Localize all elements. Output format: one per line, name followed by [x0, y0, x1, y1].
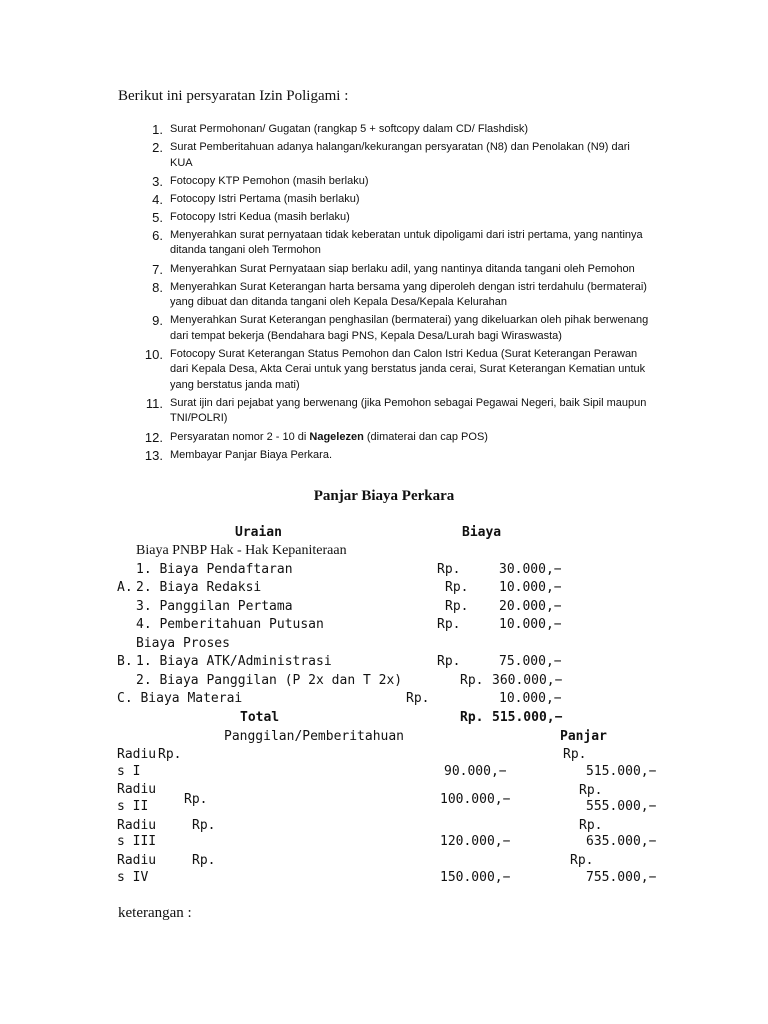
fee-item-label: C. Biaya Materai [117, 691, 243, 706]
list-number: 5. [152, 209, 163, 225]
list-text: Menyerahkan Surat Keterangan harta bersama yang diperoleh dengan istri terdahulu (bermaterai) yang dibuat dan ditanda tangani oleh Kepala Desa/Kepala Kelurahan [170, 280, 647, 309]
list-item [130, 347, 650, 394]
radius-currency: Rp. [184, 792, 208, 807]
list-item [130, 262, 650, 278]
list-number: 10. [144, 346, 163, 362]
list-number: 12. [144, 429, 163, 445]
column-header-uraian: Uraian [235, 525, 282, 540]
column-header-biaya: Biaya [462, 525, 502, 540]
list-text: Fotocopy Istri Pertama (masih berlaku) [170, 192, 360, 205]
list-number: 7. [152, 261, 163, 277]
fee-item-currency: Rp. [460, 673, 484, 688]
radius-currency: Rp. [192, 853, 216, 868]
list-number: 8. [152, 279, 163, 295]
list-text: Membayar Panjar Biaya Perkara. [170, 448, 333, 461]
list-text: Fotocopy Istri Kedua (masih berlaku) [170, 210, 350, 223]
list-item [130, 448, 650, 464]
radius-currency: Rp. [192, 818, 216, 833]
list-text: Surat ijin dari pejabat yang berwenang (jika Pemohon sebagai Pegawai Negeri, baik Sipil maupun TNI/POLRI) [170, 396, 647, 425]
radius-name-part: Radiu [117, 747, 157, 762]
list-item [130, 192, 650, 208]
fee-item-currency: Rp. [437, 617, 461, 632]
radius-panjar-currency: Rp. [579, 818, 603, 833]
list-text: Menyerahkan Surat Pernyataan siap berlaku adil, yang nantinya ditanda tangani oleh Pemohon [170, 262, 635, 275]
list-item [130, 174, 650, 190]
fee-item-label: 4. Pemberitahuan Putusan [136, 617, 324, 632]
fee-item-label: 3. Panggilan Pertama [136, 599, 293, 614]
section-b-letter: B. [117, 654, 133, 669]
radius-currency: Rp. [158, 747, 182, 762]
list-number: 11. [145, 395, 163, 411]
list-number: 2. [152, 140, 163, 156]
fee-item-currency: Rp. [437, 654, 461, 669]
list-text-part: Persyaratan nomor 2 - 10 di [170, 430, 310, 443]
fee-item-currency: Rp. [445, 599, 469, 614]
list-item [130, 122, 650, 138]
radius-amount: 120.000,− [440, 834, 511, 849]
section-a-letter: A. [117, 580, 133, 595]
total-amount: 515.000,− [492, 710, 563, 725]
radius-amount: 90.000,− [444, 764, 507, 779]
list-text [170, 430, 650, 446]
column-header-panggilan: Panggilan/Pemberitahuan [224, 729, 405, 744]
radius-name-part: s I [117, 764, 141, 779]
radius-name-part: s IV [117, 870, 149, 885]
requirements-list [130, 122, 650, 466]
list-item [130, 280, 650, 311]
total-currency: Rp. [460, 710, 484, 725]
fee-item-label: 2. Biaya Panggilan (P 2x dan T 2x) [136, 673, 403, 688]
fee-item-amount: 10.000,− [499, 691, 562, 706]
page-heading: Berikut ini persyaratan Izin Poligami : [118, 88, 349, 104]
column-header-panjar: Panjar [560, 729, 607, 744]
radius-amount: 100.000,− [440, 792, 511, 807]
radius-panjar: 515.000,− [586, 764, 657, 779]
fee-item-currency: Rp. [445, 580, 469, 595]
fee-item-label: 2. Biaya Redaksi [136, 580, 262, 595]
radius-panjar: 555.000,− [586, 799, 657, 814]
radius-panjar-currency: Rp. [579, 783, 603, 798]
radius-panjar-currency: Rp. [563, 747, 587, 762]
list-text: Surat Permohonan/ Gugatan (rangkap 5 + softcopy dalam CD/ Flashdisk) [170, 123, 528, 135]
radius-name-part: Radiu [117, 853, 157, 868]
list-text: Fotocopy Surat Keterangan Status Pemohon dan Calon Istri Kedua (Surat Keterangan Perawan dari Kepala Desa, Akta Cerai untuk yang berstatus janda cerai, Surat Keterangan Kematian untuk yang berstatus janda mati) [170, 347, 646, 391]
list-text-bold: Nagelezen [309, 430, 364, 443]
section-a-title: Biaya PNBP Hak - Hak Kepaniteraan [136, 543, 347, 558]
fee-table-title: Panjar Biaya Perkara [313, 488, 455, 504]
list-text-part: (dimaterai dan cap POS) [363, 430, 488, 443]
fee-item-label: 1. Biaya Pendaftaran [136, 562, 293, 577]
list-item [130, 430, 650, 446]
fee-item-amount: 360.000,− [492, 673, 563, 688]
radius-panjar: 755.000,− [586, 870, 657, 885]
list-text: Menyerahkan Surat Keterangan penghasilan (bermaterai) yang dikeluarkan oleh pihak berwenang dari tempat bekerja (Bendahara bagi PNS, Kepala Desa/Lurah bagi Wiraswasta) [170, 314, 649, 342]
fee-item-amount: 10.000,− [499, 580, 562, 595]
radius-name-part: Radiu [117, 818, 157, 833]
fee-item-amount: 10.000,− [499, 617, 562, 632]
list-number: 9. [152, 313, 163, 329]
fee-item-amount: 30.000,− [499, 562, 562, 577]
radius-amount: 150.000,− [440, 870, 511, 885]
radius-panjar-currency: Rp. [570, 853, 594, 868]
radius-name-part: s II [117, 799, 149, 814]
fee-item-currency: Rp. [437, 562, 461, 577]
list-text: Fotocopy KTP Pemohon (masih berlaku) [170, 174, 369, 187]
list-item [130, 313, 650, 344]
fee-item-currency: Rp. [406, 691, 430, 706]
list-item [130, 210, 650, 226]
list-text: Menyerahkan surat pernyataan tidak keberatan untuk dipoligami dari istri pertama, yang nantinya ditanda tangani oleh Termohon [170, 228, 643, 257]
list-number: 1. [152, 122, 163, 137]
list-item [130, 140, 650, 171]
list-number: 13. [144, 447, 163, 463]
fee-item-amount: 75.000,− [499, 654, 562, 669]
list-item [130, 396, 650, 427]
footer-note: keterangan : [118, 905, 192, 921]
fee-item-amount: 20.000,− [499, 599, 562, 614]
list-number: 6. [152, 227, 163, 243]
list-number: 3. [152, 173, 163, 189]
radius-panjar: 635.000,− [586, 834, 657, 849]
list-text: Surat Pemberitahuan adanya halangan/kekurangan persyaratan (N8) dan Penolakan (N9) dari KUA [170, 141, 630, 169]
section-b-title: Biaya Proses [136, 636, 230, 651]
fee-item-label: 1. Biaya ATK/Administrasi [136, 654, 332, 669]
radius-name-part: Radiu [117, 782, 157, 797]
radius-name-part: s III [117, 834, 157, 849]
list-number: 4. [152, 191, 163, 207]
list-item [130, 228, 650, 259]
total-label: Total [240, 710, 280, 725]
